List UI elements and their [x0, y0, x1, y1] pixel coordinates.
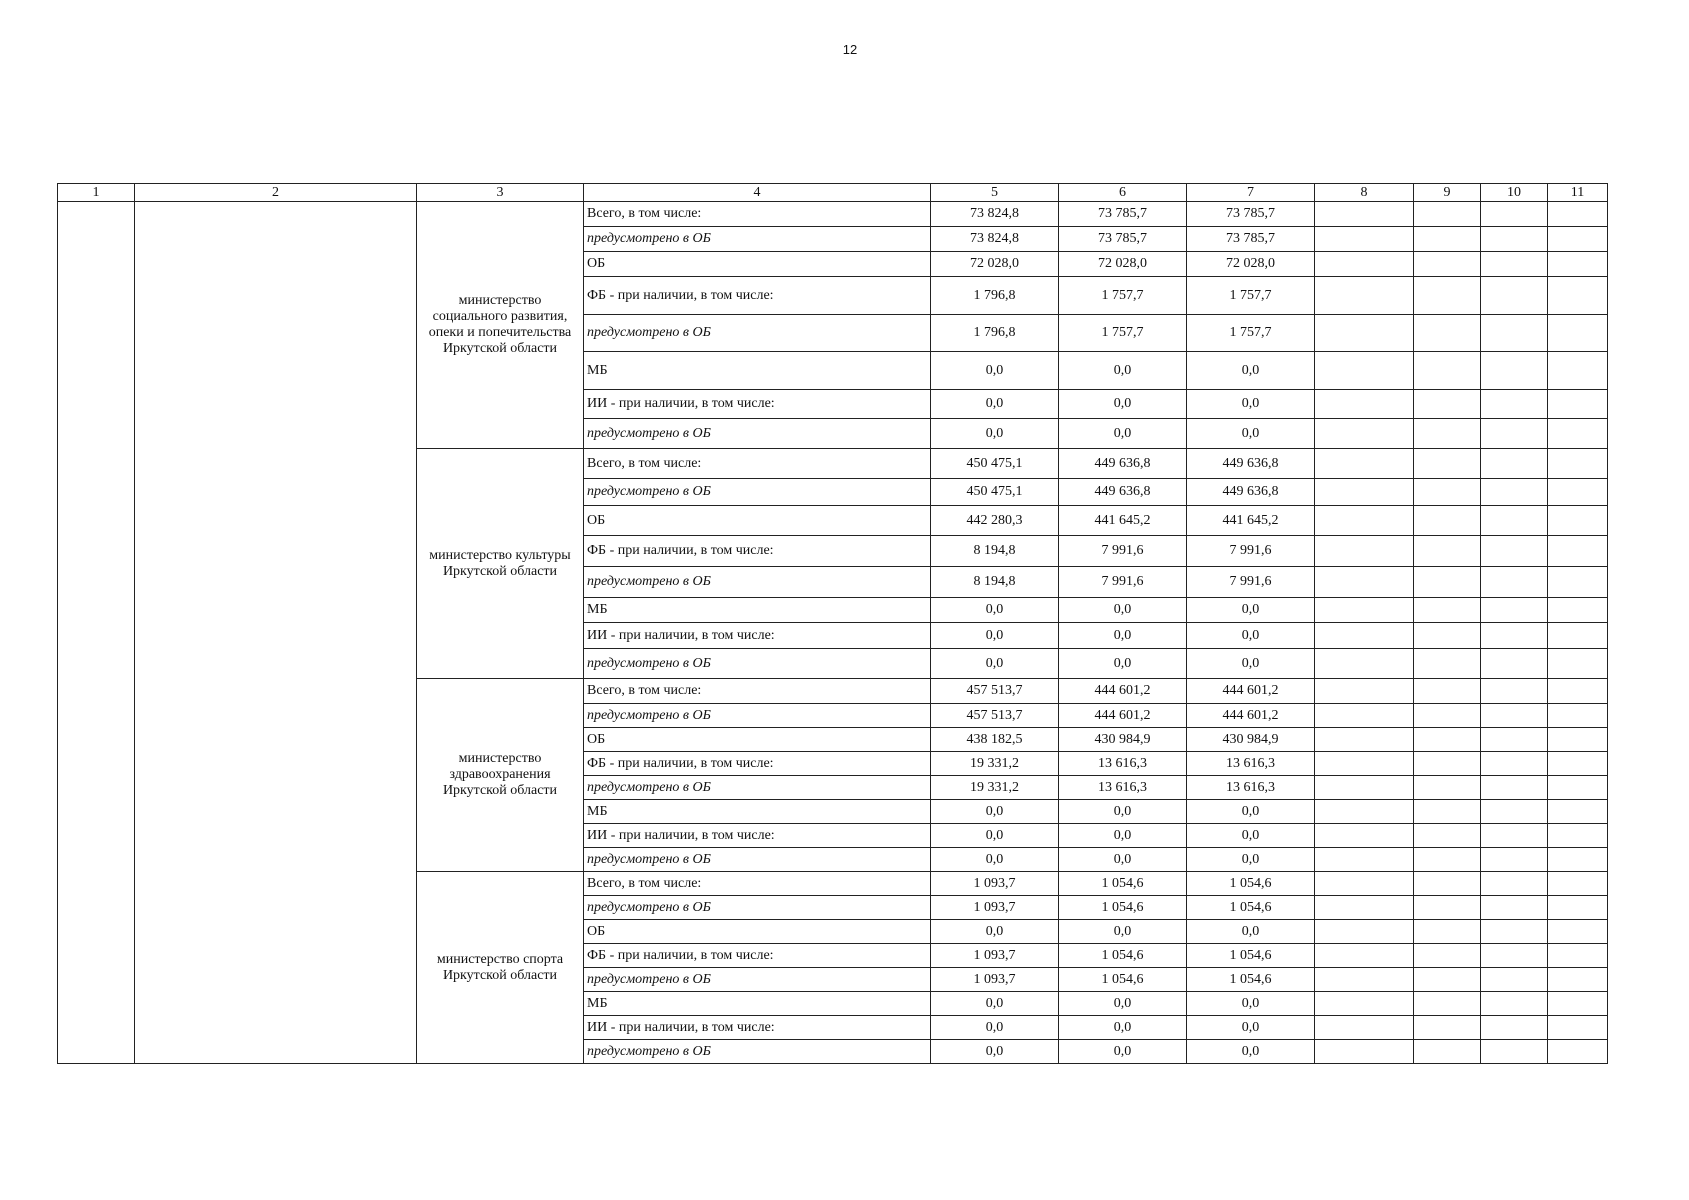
- empty-col-8: [1315, 704, 1414, 728]
- table-row: [58, 202, 1608, 227]
- value-col-5: 19 331,2: [931, 776, 1059, 800]
- row-label: предусмотрено в ОБ: [584, 567, 931, 598]
- empty-col-11: [1548, 824, 1608, 848]
- value-col-5: 73 824,8: [931, 227, 1059, 252]
- empty-col-11: [1548, 1016, 1608, 1040]
- value-col-7: 1 054,6: [1187, 896, 1315, 920]
- empty-col-11: [1548, 1040, 1608, 1064]
- value-col-5: 0,0: [931, 419, 1059, 449]
- empty-col-9: [1414, 848, 1481, 872]
- column-header: 1: [58, 184, 135, 202]
- empty-col-8: [1315, 202, 1414, 227]
- value-col-5: 0,0: [931, 1040, 1059, 1064]
- empty-col-10: [1481, 800, 1548, 824]
- value-col-7: 449 636,8: [1187, 479, 1315, 506]
- value-col-7: 0,0: [1187, 848, 1315, 872]
- row-label: ФБ - при наличии, в том числе:: [584, 277, 931, 315]
- value-col-7: 1 054,6: [1187, 872, 1315, 896]
- value-col-5: 0,0: [931, 992, 1059, 1016]
- empty-col-8: [1315, 315, 1414, 352]
- value-col-7: 7 991,6: [1187, 536, 1315, 567]
- value-col-5: 0,0: [931, 848, 1059, 872]
- empty-col-11: [1548, 679, 1608, 704]
- row-label: Всего, в том числе:: [584, 872, 931, 896]
- row-label: ОБ: [584, 728, 931, 752]
- empty-col-10: [1481, 315, 1548, 352]
- column-header: 3: [417, 184, 584, 202]
- row-label: ФБ - при наличии, в том числе:: [584, 944, 931, 968]
- empty-col-8: [1315, 752, 1414, 776]
- value-col-7: 0,0: [1187, 1016, 1315, 1040]
- value-col-6: 0,0: [1059, 390, 1187, 419]
- value-col-5: 1 093,7: [931, 944, 1059, 968]
- row-label: ОБ: [584, 920, 931, 944]
- value-col-6: 441 645,2: [1059, 506, 1187, 536]
- value-col-6: 0,0: [1059, 824, 1187, 848]
- empty-col-8: [1315, 649, 1414, 679]
- empty-col-10: [1481, 390, 1548, 419]
- empty-col-10: [1481, 252, 1548, 277]
- value-col-7: 0,0: [1187, 824, 1315, 848]
- empty-col-8: [1315, 352, 1414, 390]
- row-label: Всего, в том числе:: [584, 202, 931, 227]
- empty-col-9: [1414, 968, 1481, 992]
- value-col-7: 0,0: [1187, 623, 1315, 649]
- value-col-6: 0,0: [1059, 848, 1187, 872]
- value-col-7: 1 054,6: [1187, 968, 1315, 992]
- value-col-7: 72 028,0: [1187, 252, 1315, 277]
- column-header: 6: [1059, 184, 1187, 202]
- empty-col-10: [1481, 776, 1548, 800]
- value-col-5: 457 513,7: [931, 679, 1059, 704]
- empty-col-9: [1414, 623, 1481, 649]
- empty-col-10: [1481, 944, 1548, 968]
- value-col-6: 0,0: [1059, 920, 1187, 944]
- value-col-7: 449 636,8: [1187, 449, 1315, 479]
- empty-col-11: [1548, 536, 1608, 567]
- value-col-7: 73 785,7: [1187, 227, 1315, 252]
- ministry-name: министерство здравоохранения Иркутской области: [442, 751, 558, 798]
- value-col-7: 7 991,6: [1187, 567, 1315, 598]
- empty-col-11: [1548, 202, 1608, 227]
- value-col-5: 0,0: [931, 352, 1059, 390]
- row-label: предусмотрено в ОБ: [584, 776, 931, 800]
- value-col-7: 444 601,2: [1187, 679, 1315, 704]
- value-col-5: 450 475,1: [931, 479, 1059, 506]
- value-col-5: 442 280,3: [931, 506, 1059, 536]
- value-col-7: 444 601,2: [1187, 704, 1315, 728]
- empty-col-8: [1315, 776, 1414, 800]
- empty-col-11: [1548, 776, 1608, 800]
- empty-col-10: [1481, 896, 1548, 920]
- value-col-7: 0,0: [1187, 390, 1315, 419]
- empty-col-10: [1481, 352, 1548, 390]
- value-col-7: 13 616,3: [1187, 752, 1315, 776]
- empty-col-9: [1414, 598, 1481, 623]
- empty-col-11: [1548, 479, 1608, 506]
- column-header: 7: [1187, 184, 1315, 202]
- value-col-5: 8 194,8: [931, 536, 1059, 567]
- empty-col-10: [1481, 1016, 1548, 1040]
- value-col-7: 0,0: [1187, 992, 1315, 1016]
- empty-col-8: [1315, 944, 1414, 968]
- empty-col-11: [1548, 598, 1608, 623]
- value-col-6: 1 054,6: [1059, 944, 1187, 968]
- value-col-7: 1 757,7: [1187, 315, 1315, 352]
- value-col-6: 0,0: [1059, 419, 1187, 449]
- value-col-6: 7 991,6: [1059, 567, 1187, 598]
- value-col-6: 444 601,2: [1059, 679, 1187, 704]
- left-col-1: [58, 202, 135, 1064]
- column-header: 9: [1414, 184, 1481, 202]
- row-label: предусмотрено в ОБ: [584, 896, 931, 920]
- empty-col-10: [1481, 848, 1548, 872]
- table-body: [58, 184, 1608, 1064]
- value-col-6: 73 785,7: [1059, 202, 1187, 227]
- value-col-6: 0,0: [1059, 1040, 1187, 1064]
- empty-col-11: [1548, 227, 1608, 252]
- value-col-6: 430 984,9: [1059, 728, 1187, 752]
- value-col-5: 8 194,8: [931, 567, 1059, 598]
- empty-col-8: [1315, 968, 1414, 992]
- value-col-5: 0,0: [931, 824, 1059, 848]
- ministry-name: министерство культуры Иркутской области: [429, 547, 571, 579]
- empty-col-10: [1481, 679, 1548, 704]
- empty-col-8: [1315, 479, 1414, 506]
- page-number: 12: [842, 42, 858, 57]
- value-col-6: 13 616,3: [1059, 776, 1187, 800]
- empty-col-8: [1315, 728, 1414, 752]
- row-label: ИИ - при наличии, в том числе:: [584, 390, 931, 419]
- value-col-7: 430 984,9: [1187, 728, 1315, 752]
- column-header: 8: [1315, 184, 1414, 202]
- value-col-6: 1 054,6: [1059, 896, 1187, 920]
- empty-col-10: [1481, 649, 1548, 679]
- empty-col-11: [1548, 623, 1608, 649]
- empty-col-8: [1315, 1016, 1414, 1040]
- empty-col-9: [1414, 800, 1481, 824]
- row-label: ИИ - при наличии, в том числе:: [584, 1016, 931, 1040]
- column-header: 2: [135, 184, 417, 202]
- empty-col-11: [1548, 848, 1608, 872]
- value-col-7: 0,0: [1187, 649, 1315, 679]
- empty-col-11: [1548, 728, 1608, 752]
- value-col-5: 1 796,8: [931, 277, 1059, 315]
- row-label: МБ: [584, 992, 931, 1016]
- empty-col-8: [1315, 896, 1414, 920]
- column-header: 4: [584, 184, 931, 202]
- value-col-6: 0,0: [1059, 598, 1187, 623]
- empty-col-10: [1481, 277, 1548, 315]
- value-col-6: 0,0: [1059, 992, 1187, 1016]
- empty-col-9: [1414, 872, 1481, 896]
- value-col-5: 73 824,8: [931, 202, 1059, 227]
- empty-col-11: [1548, 649, 1608, 679]
- row-label: ИИ - при наличии, в том числе:: [584, 623, 931, 649]
- empty-col-8: [1315, 277, 1414, 315]
- value-col-6: 72 028,0: [1059, 252, 1187, 277]
- row-label: предусмотрено в ОБ: [584, 419, 931, 449]
- row-label: Всего, в том числе:: [584, 449, 931, 479]
- value-col-6: 1 757,7: [1059, 277, 1187, 315]
- value-col-5: 450 475,1: [931, 449, 1059, 479]
- row-label: ФБ - при наличии, в том числе:: [584, 752, 931, 776]
- value-col-6: 449 636,8: [1059, 449, 1187, 479]
- value-col-5: 0,0: [931, 649, 1059, 679]
- empty-col-10: [1481, 449, 1548, 479]
- value-col-7: 73 785,7: [1187, 202, 1315, 227]
- value-col-6: 0,0: [1059, 649, 1187, 679]
- empty-col-8: [1315, 1040, 1414, 1064]
- empty-col-9: [1414, 704, 1481, 728]
- empty-col-9: [1414, 824, 1481, 848]
- empty-col-9: [1414, 1016, 1481, 1040]
- value-col-5: 0,0: [931, 800, 1059, 824]
- empty-col-8: [1315, 419, 1414, 449]
- empty-col-11: [1548, 896, 1608, 920]
- empty-col-9: [1414, 449, 1481, 479]
- empty-col-10: [1481, 920, 1548, 944]
- ministry-name: министерство социального развития, опеки и попечительства Иркутской области: [428, 293, 572, 356]
- value-col-7: 0,0: [1187, 598, 1315, 623]
- left-col-2: [135, 202, 417, 1064]
- empty-col-8: [1315, 848, 1414, 872]
- value-col-5: 1 093,7: [931, 896, 1059, 920]
- row-label: МБ: [584, 800, 931, 824]
- column-header: 11: [1548, 184, 1608, 202]
- value-col-6: 7 991,6: [1059, 536, 1187, 567]
- empty-col-11: [1548, 992, 1608, 1016]
- value-col-7: 0,0: [1187, 419, 1315, 449]
- empty-col-8: [1315, 536, 1414, 567]
- empty-col-9: [1414, 352, 1481, 390]
- empty-col-9: [1414, 536, 1481, 567]
- value-col-6: 13 616,3: [1059, 752, 1187, 776]
- empty-col-10: [1481, 968, 1548, 992]
- empty-col-10: [1481, 567, 1548, 598]
- column-header: 10: [1481, 184, 1548, 202]
- value-col-6: 1 054,6: [1059, 968, 1187, 992]
- empty-col-9: [1414, 252, 1481, 277]
- ministry-cell: [417, 449, 584, 679]
- empty-col-9: [1414, 992, 1481, 1016]
- empty-col-10: [1481, 598, 1548, 623]
- empty-col-8: [1315, 679, 1414, 704]
- value-col-5: 0,0: [931, 920, 1059, 944]
- ministry-name: министерство спорта Иркутской области: [436, 951, 564, 983]
- empty-col-9: [1414, 752, 1481, 776]
- empty-col-11: [1548, 352, 1608, 390]
- budget-table: [57, 183, 1608, 1064]
- empty-col-10: [1481, 479, 1548, 506]
- value-col-5: 457 513,7: [931, 704, 1059, 728]
- empty-col-11: [1548, 506, 1608, 536]
- value-col-6: 449 636,8: [1059, 479, 1187, 506]
- row-label: предусмотрено в ОБ: [584, 315, 931, 352]
- empty-col-11: [1548, 968, 1608, 992]
- empty-col-10: [1481, 1040, 1548, 1064]
- empty-col-8: [1315, 449, 1414, 479]
- row-label: предусмотрено в ОБ: [584, 848, 931, 872]
- row-label: предусмотрено в ОБ: [584, 649, 931, 679]
- value-col-5: 1 093,7: [931, 968, 1059, 992]
- row-label: предусмотрено в ОБ: [584, 1040, 931, 1064]
- empty-col-9: [1414, 419, 1481, 449]
- value-col-7: 0,0: [1187, 800, 1315, 824]
- value-col-6: 1 757,7: [1059, 315, 1187, 352]
- value-col-6: 0,0: [1059, 352, 1187, 390]
- empty-col-10: [1481, 536, 1548, 567]
- empty-col-8: [1315, 992, 1414, 1016]
- empty-col-11: [1548, 277, 1608, 315]
- empty-col-9: [1414, 227, 1481, 252]
- empty-col-10: [1481, 752, 1548, 776]
- empty-col-11: [1548, 419, 1608, 449]
- empty-col-11: [1548, 752, 1608, 776]
- empty-col-9: [1414, 390, 1481, 419]
- empty-col-10: [1481, 419, 1548, 449]
- empty-col-8: [1315, 567, 1414, 598]
- header-row: [58, 184, 1608, 202]
- row-label: предусмотрено в ОБ: [584, 227, 931, 252]
- ministry-cell: [417, 872, 584, 1064]
- empty-col-11: [1548, 390, 1608, 419]
- empty-col-8: [1315, 506, 1414, 536]
- empty-col-9: [1414, 649, 1481, 679]
- row-label: ОБ: [584, 252, 931, 277]
- value-col-5: 1 796,8: [931, 315, 1059, 352]
- empty-col-8: [1315, 227, 1414, 252]
- value-col-5: 0,0: [931, 623, 1059, 649]
- empty-col-11: [1548, 944, 1608, 968]
- value-col-5: 1 093,7: [931, 872, 1059, 896]
- empty-col-10: [1481, 728, 1548, 752]
- empty-col-8: [1315, 920, 1414, 944]
- row-label: МБ: [584, 352, 931, 390]
- value-col-6: 444 601,2: [1059, 704, 1187, 728]
- value-col-6: 73 785,7: [1059, 227, 1187, 252]
- empty-col-10: [1481, 227, 1548, 252]
- value-col-5: 0,0: [931, 598, 1059, 623]
- empty-col-11: [1548, 800, 1608, 824]
- empty-col-10: [1481, 623, 1548, 649]
- empty-col-9: [1414, 567, 1481, 598]
- value-col-6: 0,0: [1059, 800, 1187, 824]
- empty-col-8: [1315, 598, 1414, 623]
- empty-col-10: [1481, 992, 1548, 1016]
- empty-col-10: [1481, 824, 1548, 848]
- empty-col-8: [1315, 390, 1414, 419]
- empty-col-9: [1414, 202, 1481, 227]
- empty-col-8: [1315, 800, 1414, 824]
- value-col-7: 0,0: [1187, 920, 1315, 944]
- empty-col-10: [1481, 704, 1548, 728]
- row-label: ИИ - при наличии, в том числе:: [584, 824, 931, 848]
- empty-col-9: [1414, 1040, 1481, 1064]
- empty-col-8: [1315, 252, 1414, 277]
- empty-col-9: [1414, 679, 1481, 704]
- empty-col-8: [1315, 824, 1414, 848]
- empty-col-10: [1481, 202, 1548, 227]
- empty-col-11: [1548, 567, 1608, 598]
- empty-col-11: [1548, 252, 1608, 277]
- empty-col-11: [1548, 704, 1608, 728]
- value-col-5: 19 331,2: [931, 752, 1059, 776]
- empty-col-9: [1414, 728, 1481, 752]
- empty-col-9: [1414, 776, 1481, 800]
- empty-col-11: [1548, 872, 1608, 896]
- empty-col-9: [1414, 944, 1481, 968]
- value-col-7: 1 054,6: [1187, 944, 1315, 968]
- row-label: МБ: [584, 598, 931, 623]
- value-col-5: 0,0: [931, 1016, 1059, 1040]
- empty-col-10: [1481, 506, 1548, 536]
- value-col-6: 0,0: [1059, 1016, 1187, 1040]
- empty-col-9: [1414, 315, 1481, 352]
- empty-col-9: [1414, 506, 1481, 536]
- empty-col-8: [1315, 872, 1414, 896]
- value-col-7: 441 645,2: [1187, 506, 1315, 536]
- value-col-7: 0,0: [1187, 352, 1315, 390]
- value-col-5: 72 028,0: [931, 252, 1059, 277]
- row-label: предусмотрено в ОБ: [584, 968, 931, 992]
- row-label: ФБ - при наличии, в том числе:: [584, 536, 931, 567]
- ministry-cell: [417, 679, 584, 872]
- value-col-5: 0,0: [931, 390, 1059, 419]
- empty-col-9: [1414, 896, 1481, 920]
- value-col-6: 0,0: [1059, 623, 1187, 649]
- value-col-6: 1 054,6: [1059, 872, 1187, 896]
- row-label: предусмотрено в ОБ: [584, 479, 931, 506]
- empty-col-9: [1414, 277, 1481, 315]
- empty-col-9: [1414, 920, 1481, 944]
- column-header: 5: [931, 184, 1059, 202]
- row-label: ОБ: [584, 506, 931, 536]
- empty-col-11: [1548, 449, 1608, 479]
- row-label: предусмотрено в ОБ: [584, 704, 931, 728]
- empty-col-11: [1548, 315, 1608, 352]
- empty-col-8: [1315, 623, 1414, 649]
- value-col-7: 13 616,3: [1187, 776, 1315, 800]
- ministry-cell: [417, 202, 584, 449]
- value-col-7: 0,0: [1187, 1040, 1315, 1064]
- empty-col-10: [1481, 872, 1548, 896]
- row-label: Всего, в том числе:: [584, 679, 931, 704]
- value-col-5: 438 182,5: [931, 728, 1059, 752]
- empty-col-9: [1414, 479, 1481, 506]
- empty-col-11: [1548, 920, 1608, 944]
- value-col-7: 1 757,7: [1187, 277, 1315, 315]
